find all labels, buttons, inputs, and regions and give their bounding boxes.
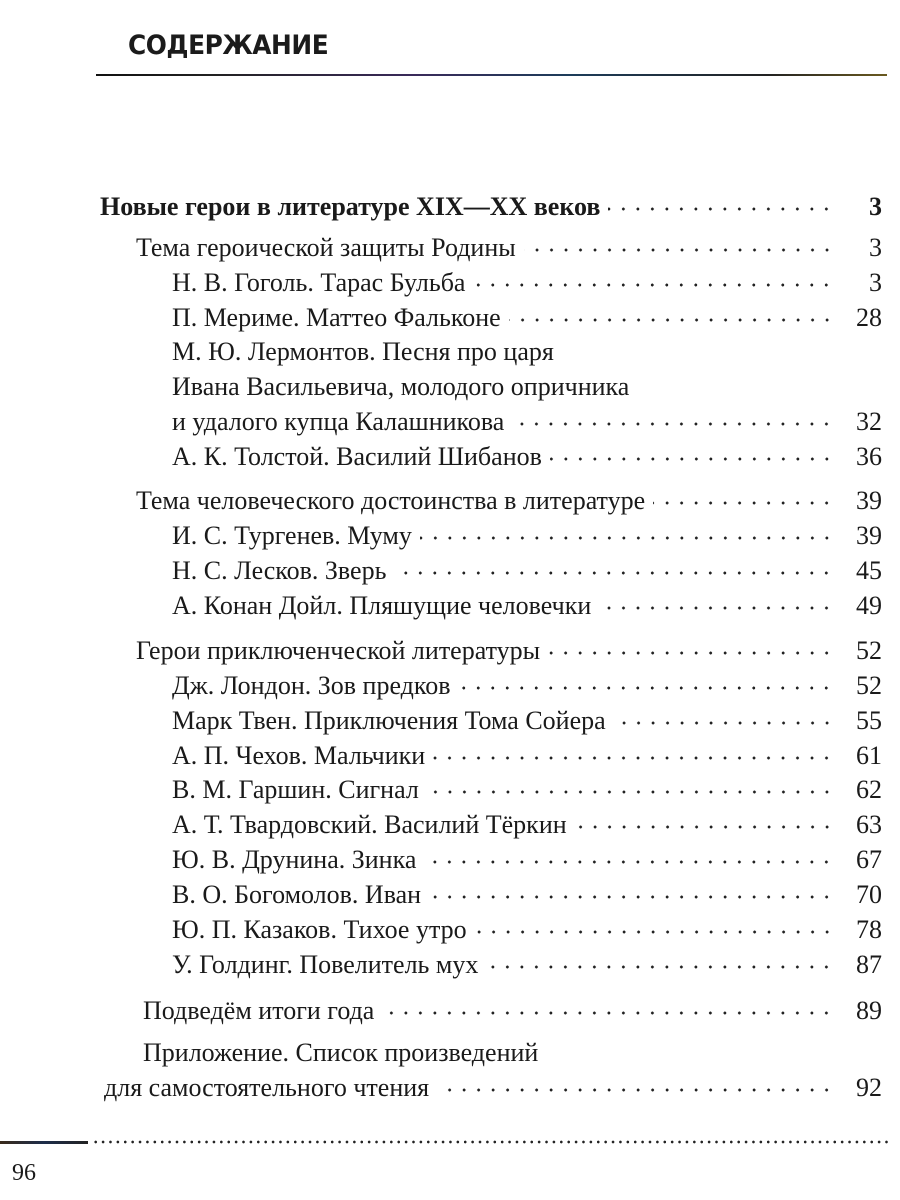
- toc-work-entry[interactable]: [172, 403, 882, 437]
- toc-work-entry[interactable]: [172, 552, 882, 586]
- dot-leader: [614, 716, 834, 730]
- toc-entry-title: А. Т. Твардовский. Василий Тёркин: [172, 810, 567, 839]
- toc-entry-page: 52: [856, 636, 882, 665]
- dot-leader: [394, 566, 834, 580]
- toc-entry-title: А. П. Чехов. Мальчики: [172, 741, 426, 770]
- toc-work-entry[interactable]: [172, 264, 882, 298]
- toc-entry-title: Новые герои в литературе XIX—XX веков: [100, 192, 601, 221]
- dot-leader: [486, 960, 834, 974]
- dot-leader: [608, 202, 834, 216]
- toc-entry-title: Герои приключенческой литературы: [136, 636, 541, 665]
- toc-entry-title: А. К. Толстой. Василий Шибанов: [172, 442, 542, 471]
- toc-entry-page: 3: [869, 233, 882, 262]
- toc-work-entry[interactable]: [172, 587, 882, 621]
- toc-entry-title: Н. С. Лесков. Зверь: [172, 556, 387, 585]
- dot-leader: [424, 855, 834, 869]
- toc-entry-page: 32: [856, 407, 882, 436]
- toc-entry-title-line: М. Ю. Лермонтов. Песня про царя: [172, 337, 554, 366]
- toc-section-entry[interactable]: [104, 1069, 882, 1103]
- toc-entry-page: 3: [869, 268, 882, 297]
- toc-work-entry[interactable]: [172, 438, 882, 472]
- toc-work-entry[interactable]: [172, 667, 882, 701]
- toc-entry-page: 55: [856, 706, 882, 735]
- toc-entry-title-line: Ивана Васильевича, молодого опричника: [172, 372, 630, 401]
- toc-entry-title: Ю. П. Казаков. Тихое утро: [172, 915, 467, 944]
- dot-leader: [420, 531, 834, 545]
- toc-work-entry[interactable]: [172, 702, 882, 736]
- toc-entry-page: 67: [856, 845, 882, 874]
- page-number: 96: [12, 1160, 36, 1186]
- toc-work-entry[interactable]: [172, 946, 882, 980]
- toc-entry-title: В. О. Богомолов. Иван: [172, 880, 422, 909]
- dot-leader: [550, 452, 834, 466]
- dot-leader: [475, 925, 834, 939]
- toc-entry-page: 39: [856, 521, 882, 550]
- toc-entry-title: Н. В. Гоголь. Тарас Бульба: [172, 268, 466, 297]
- footer-rule-dotted: [92, 1139, 888, 1145]
- toc-entry-title-line: Приложение. Список произведений: [143, 1038, 539, 1067]
- toc-work-entry[interactable]: [172, 299, 882, 333]
- dot-leader: [427, 785, 834, 799]
- toc-work-entry[interactable]: [172, 806, 882, 840]
- toc-section-entry[interactable]: [143, 992, 882, 1026]
- toc-entry-title: и удалого купца Калашникова: [172, 407, 505, 436]
- toc-entry-page: 61: [856, 741, 882, 770]
- toc-entry-page: 78: [856, 915, 882, 944]
- toc-entry-title: Марк Твен. Приключения Тома Сойера: [172, 706, 606, 735]
- toc-entry-page: 52: [856, 671, 882, 700]
- dot-leader: [512, 417, 834, 431]
- toc-entry-page: 92: [856, 1073, 882, 1102]
- toc-entry-title: А. Конан Дойл. Пляшущие человечки: [172, 591, 592, 620]
- toc-entry-title: для самостоятельного чтения: [104, 1073, 430, 1102]
- dot-leader: [599, 601, 834, 615]
- toc-work-entry[interactable]: [172, 737, 882, 771]
- toc-entry-page: 89: [856, 996, 882, 1025]
- dot-leader: [458, 681, 834, 695]
- toc-entry-title: В. М. Гаршин. Сигнал: [172, 775, 419, 804]
- toc-section-entry[interactable]: [136, 632, 882, 666]
- toc-entry-title: Ю. В. Друнина. Зинка: [172, 845, 417, 874]
- toc-work-entry[interactable]: [172, 517, 882, 551]
- dot-leader: [548, 646, 834, 660]
- toc-entry-title: П. Мериме. Маттео Фальконе: [172, 303, 501, 332]
- toc-entry-title: Дж. Лондон. Зов предков: [172, 671, 451, 700]
- footer-rule-solid: [0, 1141, 88, 1144]
- toc-entry-page: 70: [856, 880, 882, 909]
- toc-work-entry[interactable]: [172, 841, 882, 875]
- toc-entry-page: 39: [856, 486, 882, 515]
- dot-leader: [433, 751, 834, 765]
- dot-leader: [382, 1006, 834, 1020]
- toc-work-entry[interactable]: [172, 911, 882, 945]
- toc-entry-page: 28: [856, 303, 882, 332]
- page-heading: СОДЕРЖАНИЕ: [128, 30, 329, 61]
- toc-entry-page: 3: [869, 192, 882, 221]
- dot-leader: [509, 313, 834, 327]
- dot-leader: [653, 496, 834, 510]
- toc-section-entry[interactable]: [136, 229, 882, 263]
- toc-entry-title: У. Голдинг. Повелитель мух: [172, 950, 479, 979]
- dot-leader: [575, 820, 834, 834]
- dot-leader: [429, 890, 834, 904]
- toc-entry-title: И. С. Тургенев. Муму: [172, 521, 412, 550]
- toc-entry-page: 63: [856, 810, 882, 839]
- dot-leader: [473, 278, 834, 292]
- toc-part-entry[interactable]: [100, 188, 882, 222]
- toc-entry-page: 45: [856, 556, 882, 585]
- toc-work-entry[interactable]: [172, 771, 882, 805]
- toc-entry-page: 49: [856, 591, 882, 620]
- toc-entry-page: 36: [856, 442, 882, 471]
- toc-work-entry[interactable]: [172, 876, 882, 910]
- toc-entry-title: Тема героической защиты Родины: [136, 233, 516, 262]
- toc-entry-title: Тема человеческого достоинства в литературе: [136, 486, 646, 515]
- dot-leader: [437, 1083, 834, 1097]
- heading-rule: [96, 74, 887, 76]
- toc-entry-title: Подведём итоги года: [143, 996, 375, 1025]
- toc-entry-page: 62: [856, 775, 882, 804]
- toc-section-entry[interactable]: [136, 482, 882, 516]
- toc-entry-page: 87: [856, 950, 882, 979]
- dot-leader: [524, 243, 834, 257]
